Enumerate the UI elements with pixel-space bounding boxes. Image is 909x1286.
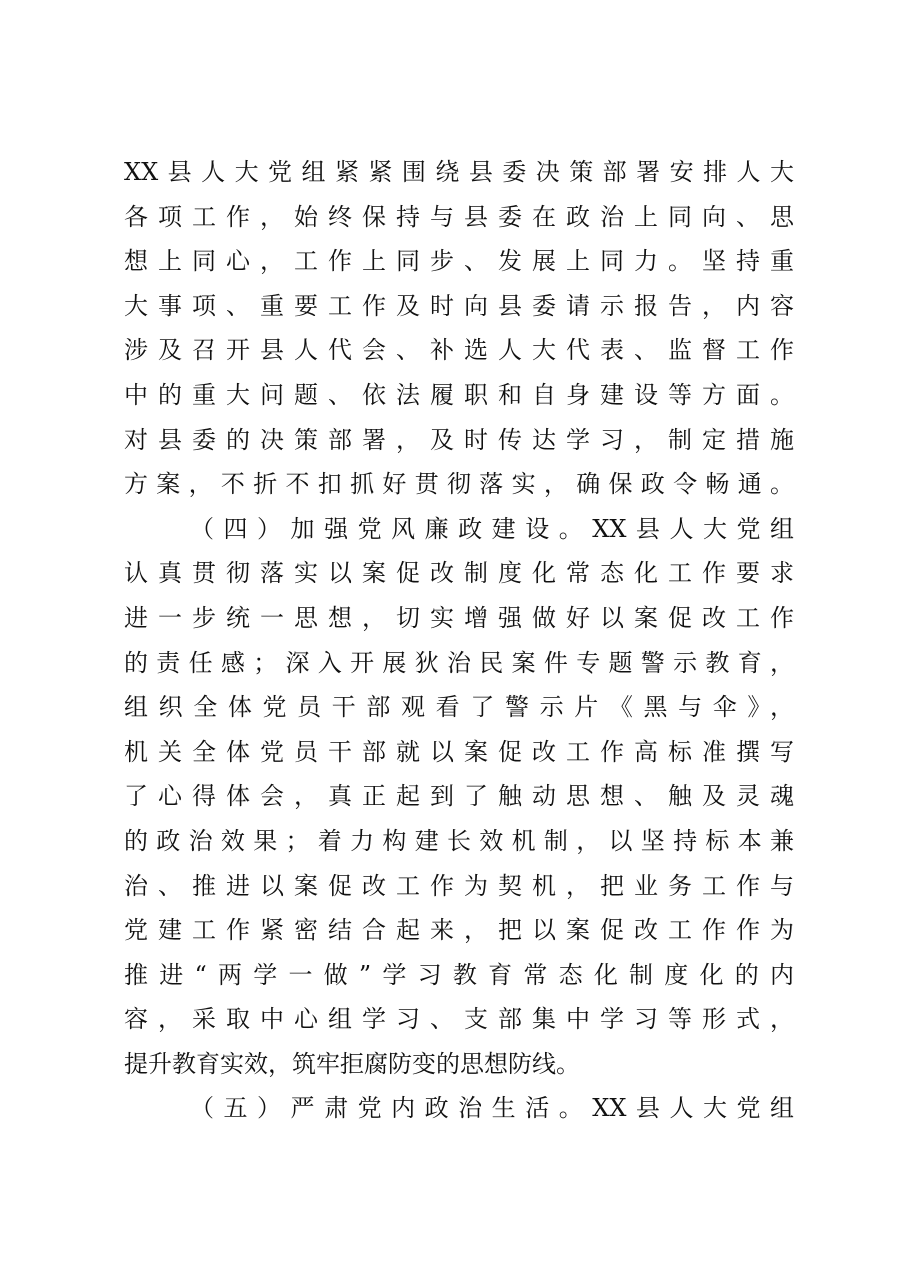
text-line: 中的重大问题、依法履职和自身建设等方面。: [124, 380, 794, 409]
section-heading-line: （五）严肃党内政治生活。XX县人大党组: [190, 1094, 794, 1123]
text-line: 大事项、重要工作及时向县委请示报告，内容: [124, 291, 794, 320]
text-line: XX县人大党组紧紧围绕县委决策部署安排人大: [124, 158, 794, 186]
text-line: 对县委的决策部署，及时传达学习，制定措施: [124, 425, 794, 454]
text-line: 认真贯彻落实以案促改制度化常态化工作要求: [124, 559, 794, 588]
text-line: 党建工作紧密结合起来，把以案促改工作作为: [124, 916, 794, 945]
text-line: 容，采取中心组学习、支部集中学习等形式，: [124, 1005, 794, 1034]
text-line: 治、推进以案促改工作为契机，把业务工作与: [124, 871, 794, 900]
text-line: 的政治效果；着力构建长效机制，以坚持标本兼: [124, 826, 794, 855]
text-line: 想上同心，工作上同步、发展上同力。坚持重: [124, 247, 794, 276]
text-line: 提升教育实效，筑牢拒腐防变的思想防线。: [124, 1049, 580, 1078]
text-line: 进一步统一思想，切实增强做好以案促改工作: [124, 603, 794, 632]
text-line: 机关全体党员干部就以案促改工作高标准撰写: [124, 737, 794, 766]
text-line: 涉及召开县人代会、补选人大代表、监督工作: [124, 336, 794, 365]
document-body: [124, 150, 794, 1131]
text-line: 的责任感；深入开展狄治民案件专题警示教育，: [124, 648, 794, 677]
text-line: 推进“两学一做”学习教育常态化制度化的内: [124, 960, 794, 989]
section-heading-line: （四）加强党风廉政建设。XX县人大党组: [190, 514, 794, 543]
text-line: 组织全体党员干部观看了警示片《黑与伞》，: [124, 693, 794, 722]
text-line: 方案，不折不扣抓好贯彻落实，确保政令畅通。: [124, 470, 794, 499]
text-line: 各项工作，始终保持与县委在政治上同向、思: [124, 202, 794, 231]
text-line: 了心得体会，真正起到了触动思想、触及灵魂: [124, 782, 794, 811]
